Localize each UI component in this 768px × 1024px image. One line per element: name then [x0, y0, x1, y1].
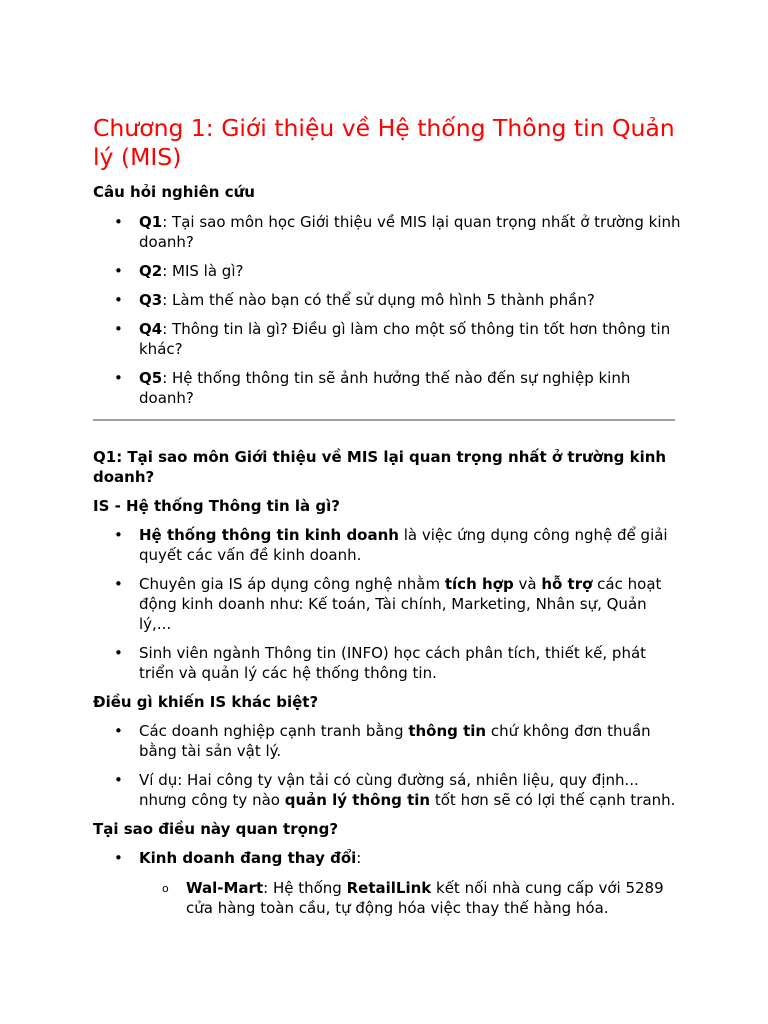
- list-item: [93, 212, 683, 252]
- item-text: Sinh viên ngành Thông tin (INFO) học cách phân tích, thiết kế, phát triển và quản lý các hệ thống thông tin.: [139, 644, 647, 682]
- list-item: [93, 525, 683, 565]
- q1-section: [93, 447, 683, 918]
- sub-list: [93, 878, 683, 918]
- list-item: [93, 261, 683, 281]
- research-questions-section: [93, 182, 683, 408]
- item-text: Chuyên gia IS áp dụng công nghệ nhằm: [139, 575, 445, 593]
- list-item: [93, 770, 683, 810]
- item-text: Ví dụ: Hai công ty vận tải có cùng đường sá, nhiên liệu, quy định... nhưng công ty nào: [139, 771, 639, 809]
- item-text: các hoạt động kinh doanh như: Kế toán, Tài chính, Marketing, Nhân sự, Quản lý,...: [139, 575, 662, 633]
- question-text: : Làm thế nào bạn có thể sử dụng mô hình 5 thành phần?: [162, 291, 595, 309]
- bullet-icon: •: [114, 575, 123, 593]
- diff-heading: Điều gì khiến IS khác biệt?: [93, 693, 319, 711]
- question-label: Q3: [139, 291, 163, 309]
- bold-term: Kinh doanh đang thay đổi: [139, 849, 357, 867]
- question-text: : Thông tin là gì? Điều gì làm cho một số thông tin tốt hơn thông tin khác?: [139, 320, 671, 358]
- bold-term: quản lý thông tin: [284, 791, 431, 809]
- is-heading: IS - Hệ thống Thông tin là gì?: [93, 497, 340, 515]
- list-item: [93, 848, 683, 868]
- bullet-icon: •: [114, 722, 123, 740]
- bold-term: Hệ thống thông tin kinh doanh: [139, 526, 399, 544]
- list-item: [93, 574, 683, 634]
- question-label: Q5: [139, 369, 163, 387]
- list-item: [93, 721, 683, 761]
- chapter-title: Chương 1: Giới thiệu về Hệ thống Thông tin Quản lý (MIS): [93, 114, 675, 171]
- bold-term: thông tin: [408, 722, 487, 740]
- q1-heading: Q1: Tại sao môn Giới thiệu về MIS lại quan trọng nhất ở trường kinh doanh?: [93, 448, 667, 486]
- question-label: Q1: [139, 213, 163, 231]
- item-text: :: [356, 849, 362, 867]
- bold-term: hỗ trợ: [541, 575, 593, 593]
- item-text: : Hệ thống: [263, 879, 347, 897]
- question-label: Q2: [139, 262, 163, 280]
- item-text: kết nối nhà cung cấp với 5289 cửa hàng toàn cầu, tự động hóa việc thay thế hàng hóa.: [186, 879, 664, 917]
- why-list: [93, 848, 683, 868]
- list-item: [93, 290, 683, 310]
- bullet-icon: •: [114, 291, 123, 309]
- bullet-icon: •: [114, 213, 123, 231]
- bullet-icon: •: [114, 526, 123, 544]
- research-heading: Câu hỏi nghiên cứu: [93, 183, 255, 201]
- diff-list: [93, 721, 683, 810]
- list-item: [93, 643, 683, 683]
- list-item: [93, 319, 683, 359]
- question-text: : Hệ thống thông tin sẽ ảnh hưởng thế nào đến sự nghiệp kinh doanh?: [139, 369, 631, 407]
- item-text: tốt hơn sẽ có lợi thế cạnh tranh.: [430, 791, 676, 809]
- bullet-icon: •: [114, 320, 123, 338]
- circle-bullet-icon: o: [162, 882, 169, 895]
- bullet-icon: •: [114, 771, 123, 789]
- item-text: Các doanh nghiệp cạnh tranh bằng: [139, 722, 409, 740]
- question-label: Q4: [139, 320, 163, 338]
- bold-term: tích hợp: [444, 575, 514, 593]
- item-text: và: [513, 575, 542, 593]
- question-text: : Tại sao môn học Giới thiệu về MIS lại quan trọng nhất ở trường kinh doanh?: [139, 213, 681, 251]
- bullet-icon: •: [114, 369, 123, 387]
- item-text: chứ không đơn thuần bằng tài sản vật lý.: [139, 722, 651, 760]
- item-text: là việc ứng dụng công nghệ để giải quyết các vấn đề kinh doanh.: [139, 526, 668, 564]
- bullet-icon: •: [114, 262, 123, 280]
- question-list: [93, 212, 683, 408]
- is-list: [93, 525, 683, 683]
- list-item: [93, 368, 683, 408]
- question-text: : MIS là gì?: [162, 262, 244, 280]
- bullet-icon: •: [114, 644, 123, 662]
- list-item: [93, 878, 683, 918]
- bold-term: RetailLink: [346, 879, 432, 897]
- bullet-icon: •: [114, 849, 123, 867]
- bold-term: Wal-Mart: [186, 879, 264, 897]
- horizontal-divider: [93, 419, 675, 421]
- why-heading: Tại sao điều này quan trọng?: [93, 820, 339, 838]
